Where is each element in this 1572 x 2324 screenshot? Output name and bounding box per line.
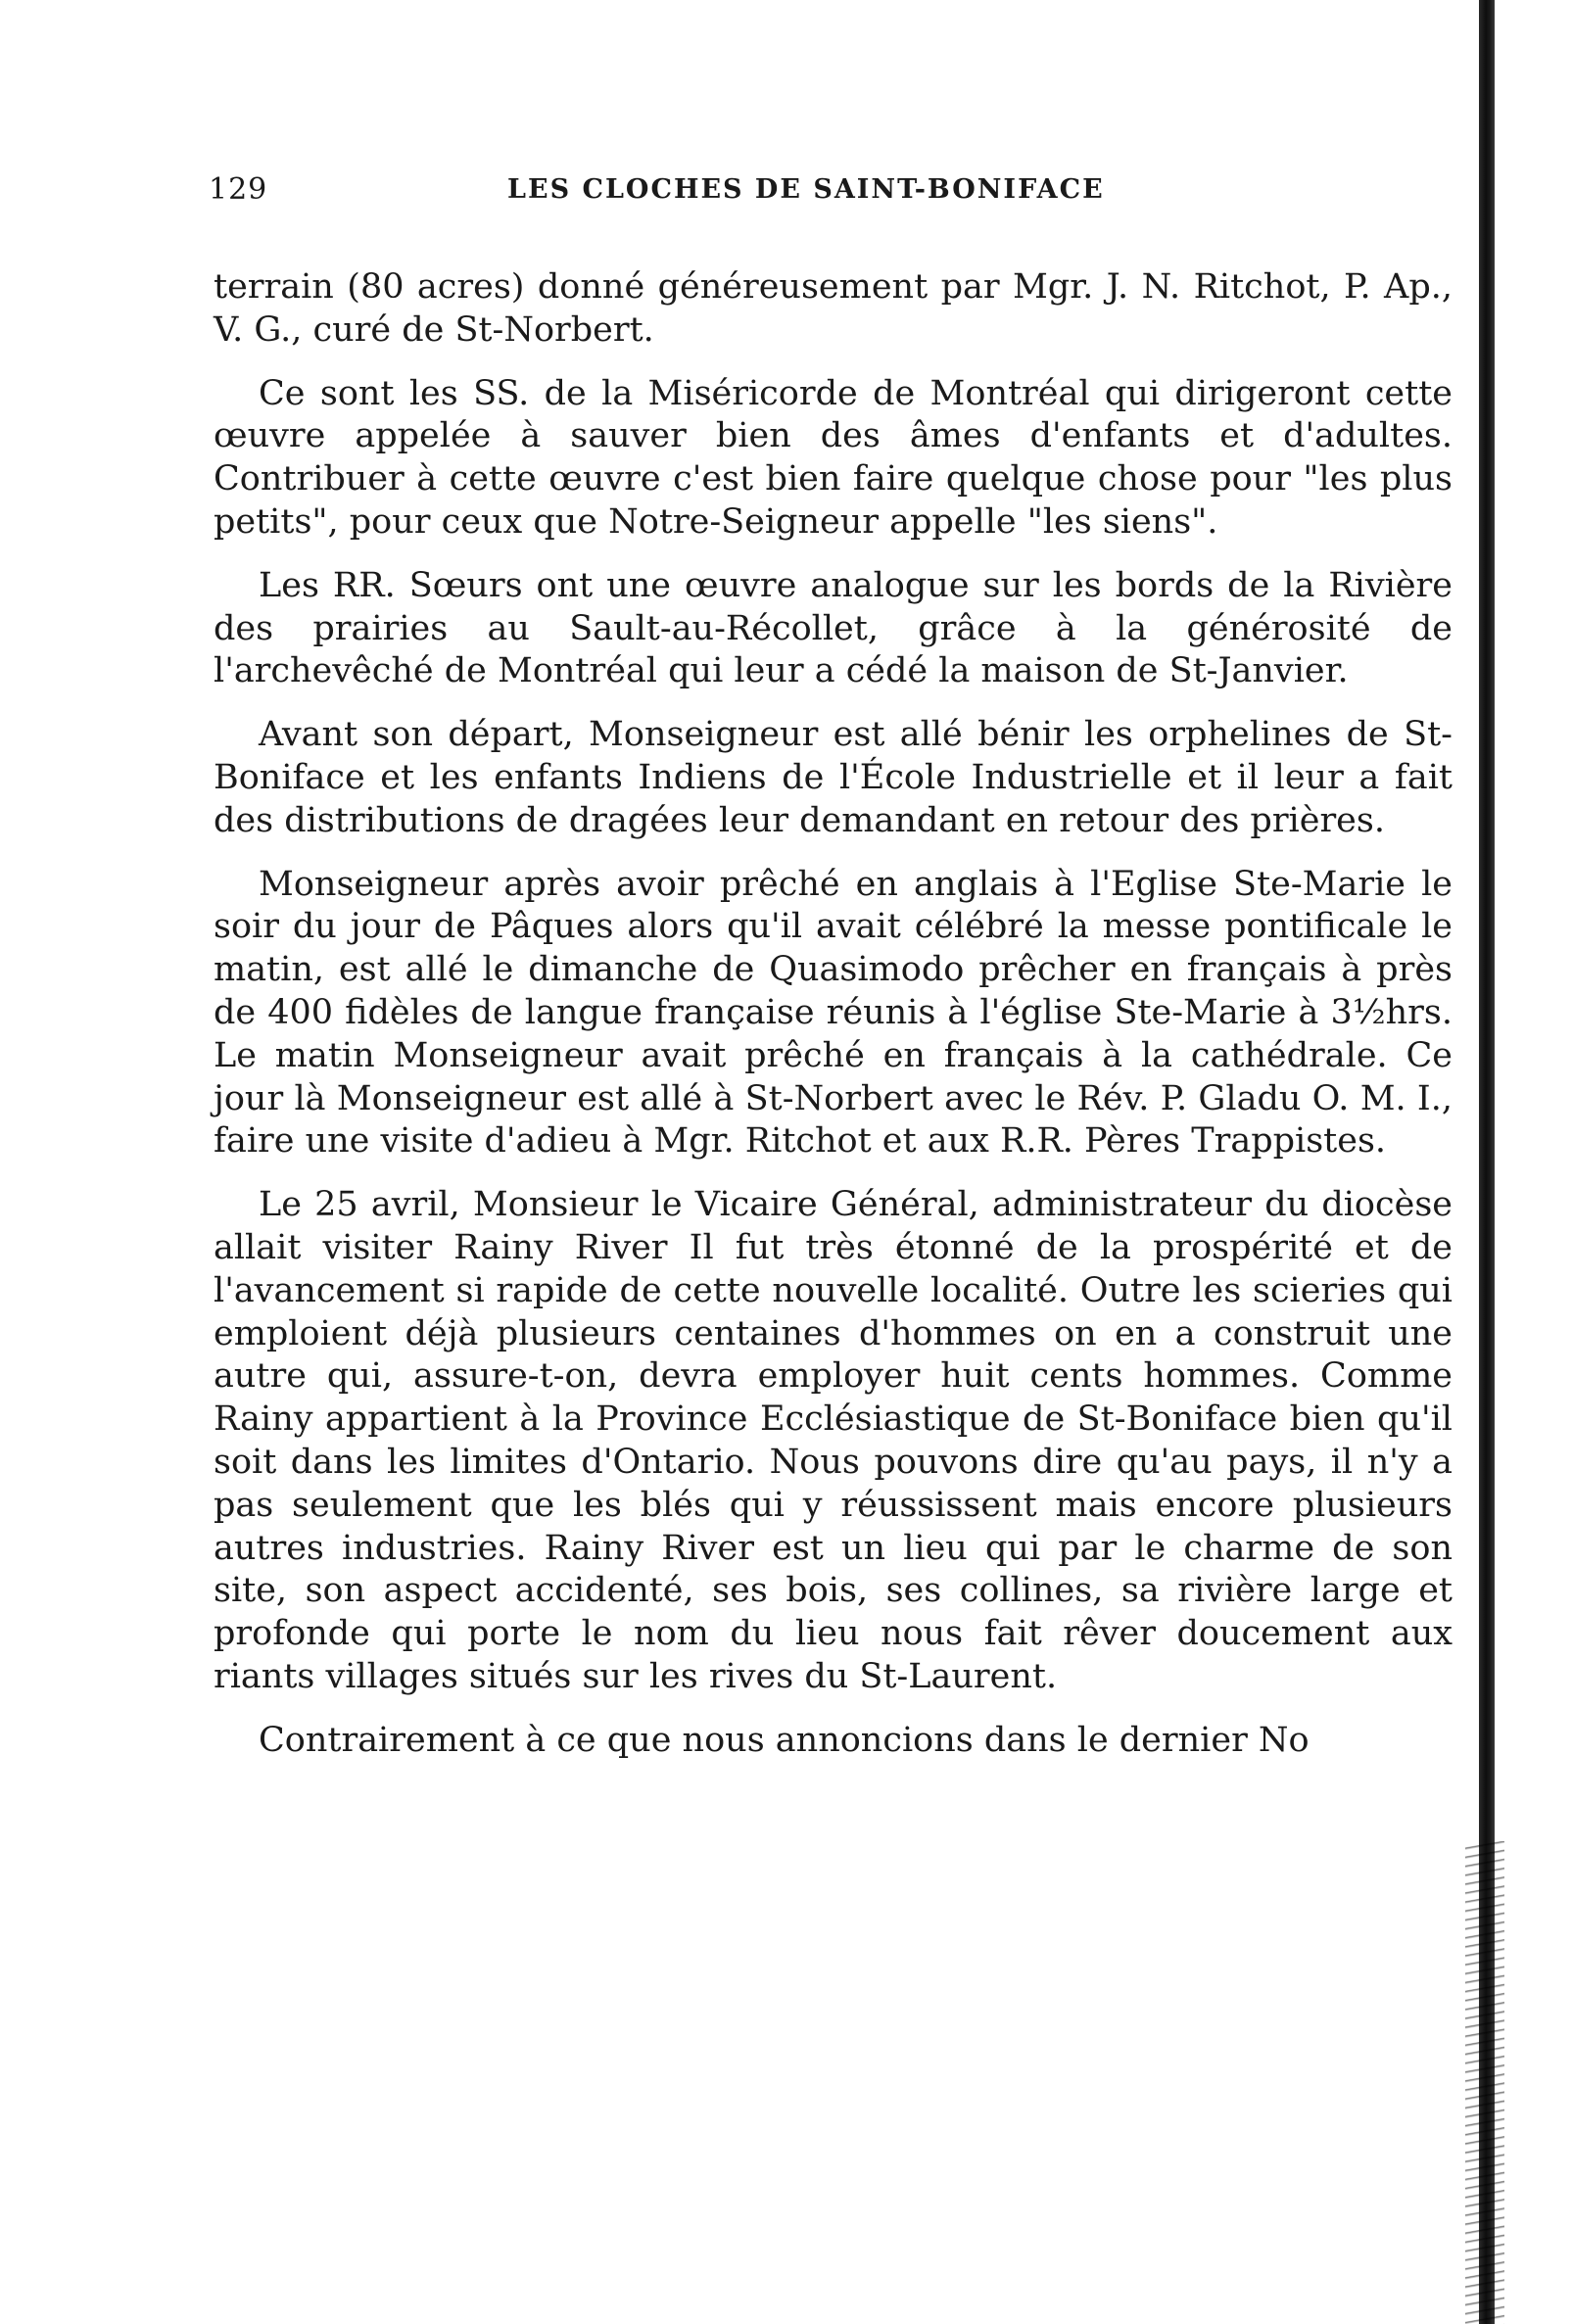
page-number: 129 xyxy=(209,172,268,207)
paragraph: Avant son départ, Monseigneur est allé bénir les orphelines de St-Boniface et les enfants Indiens de l'École Industrielle et il leur a fait des distributions de dragées leur demandant en retour des prières. xyxy=(214,715,1453,840)
page-body xyxy=(214,266,1453,1763)
running-title: LES CLOCHES DE SAINT-BONIFACE xyxy=(507,174,1105,205)
paragraph: Le 25 avril, Monsieur le Vicaire Général, administrateur du diocèse allait visiter Rainy River Il fut très étonné de la prospérité et de l'avancement si rapide de cette nouvelle localité. Outre les scieries qui emploient déjà plusieurs centaines d'hommes on en a construit une autre qui, assure-t-on, devra employer huit cents hommes. Comme Rainy appartient à la Province Ecclésiastique de St-Boniface bien qu'il soit dans les limites d'Ontario. Nous pouvons dire qu'au pays, il n'y a pas seulement que les blés qui y réussissent mais encore plusieurs autres industries. Rainy River est un lieu qui par le charme de son site, son aspect accidenté, ses bois, ses collines, sa rivière large et profonde qui porte le nom du lieu nous fait rêver doucement aux riants villages situés sur les rives du St-Laurent. xyxy=(214,1185,1453,1696)
page-header xyxy=(209,172,1227,212)
paragraph: Ce sont les SS. de la Miséricorde de Montréal qui dirigeront cette œuvre appelée à sauver bien des âmes d'enfants et d'adultes. Contribuer à cette œuvre c'est bien faire quelque chose pour "les plus petits", pour ceux que Notre-Seigneur appelle "les siens". xyxy=(214,373,1453,542)
page-edge-shadow xyxy=(1465,1841,1504,2324)
paragraph: Les RR. Sœurs ont une œuvre analogue sur les bords de la Rivière des prairies au Sault-au-Récollet, grâce à la générosité de l'archevêché de Montréal qui leur a cédé la maison de St-Janvier. xyxy=(214,565,1453,691)
paragraph: terrain (80 acres) donné généreusement par Mgr. J. N. Ritchot, P. Ap., V. G., curé de St-Norbert. xyxy=(214,267,1453,350)
paragraph: Contrairement à ce que nous annoncions dans le dernier No xyxy=(259,1720,1310,1760)
paragraph: Monseigneur après avoir prêché en anglais à l'Eglise Ste-Marie le soir du jour de Pâques alors qu'il avait célébré la messe pontificale le matin, est allé le dimanche de Quasimodo prêcher en français à près de 400 fidèles de langue française réunis à l'église Ste-Marie à 3½hrs. Le matin Monseigneur avait prêché en français à la cathédrale. Ce jour là Monseigneur est allé à St-Norbert avec le Rév. P. Gladu O. M. I., faire une visite d'adieu à Mgr. Ritchot et aux R.R. Pères Trappistes. xyxy=(214,864,1453,1162)
